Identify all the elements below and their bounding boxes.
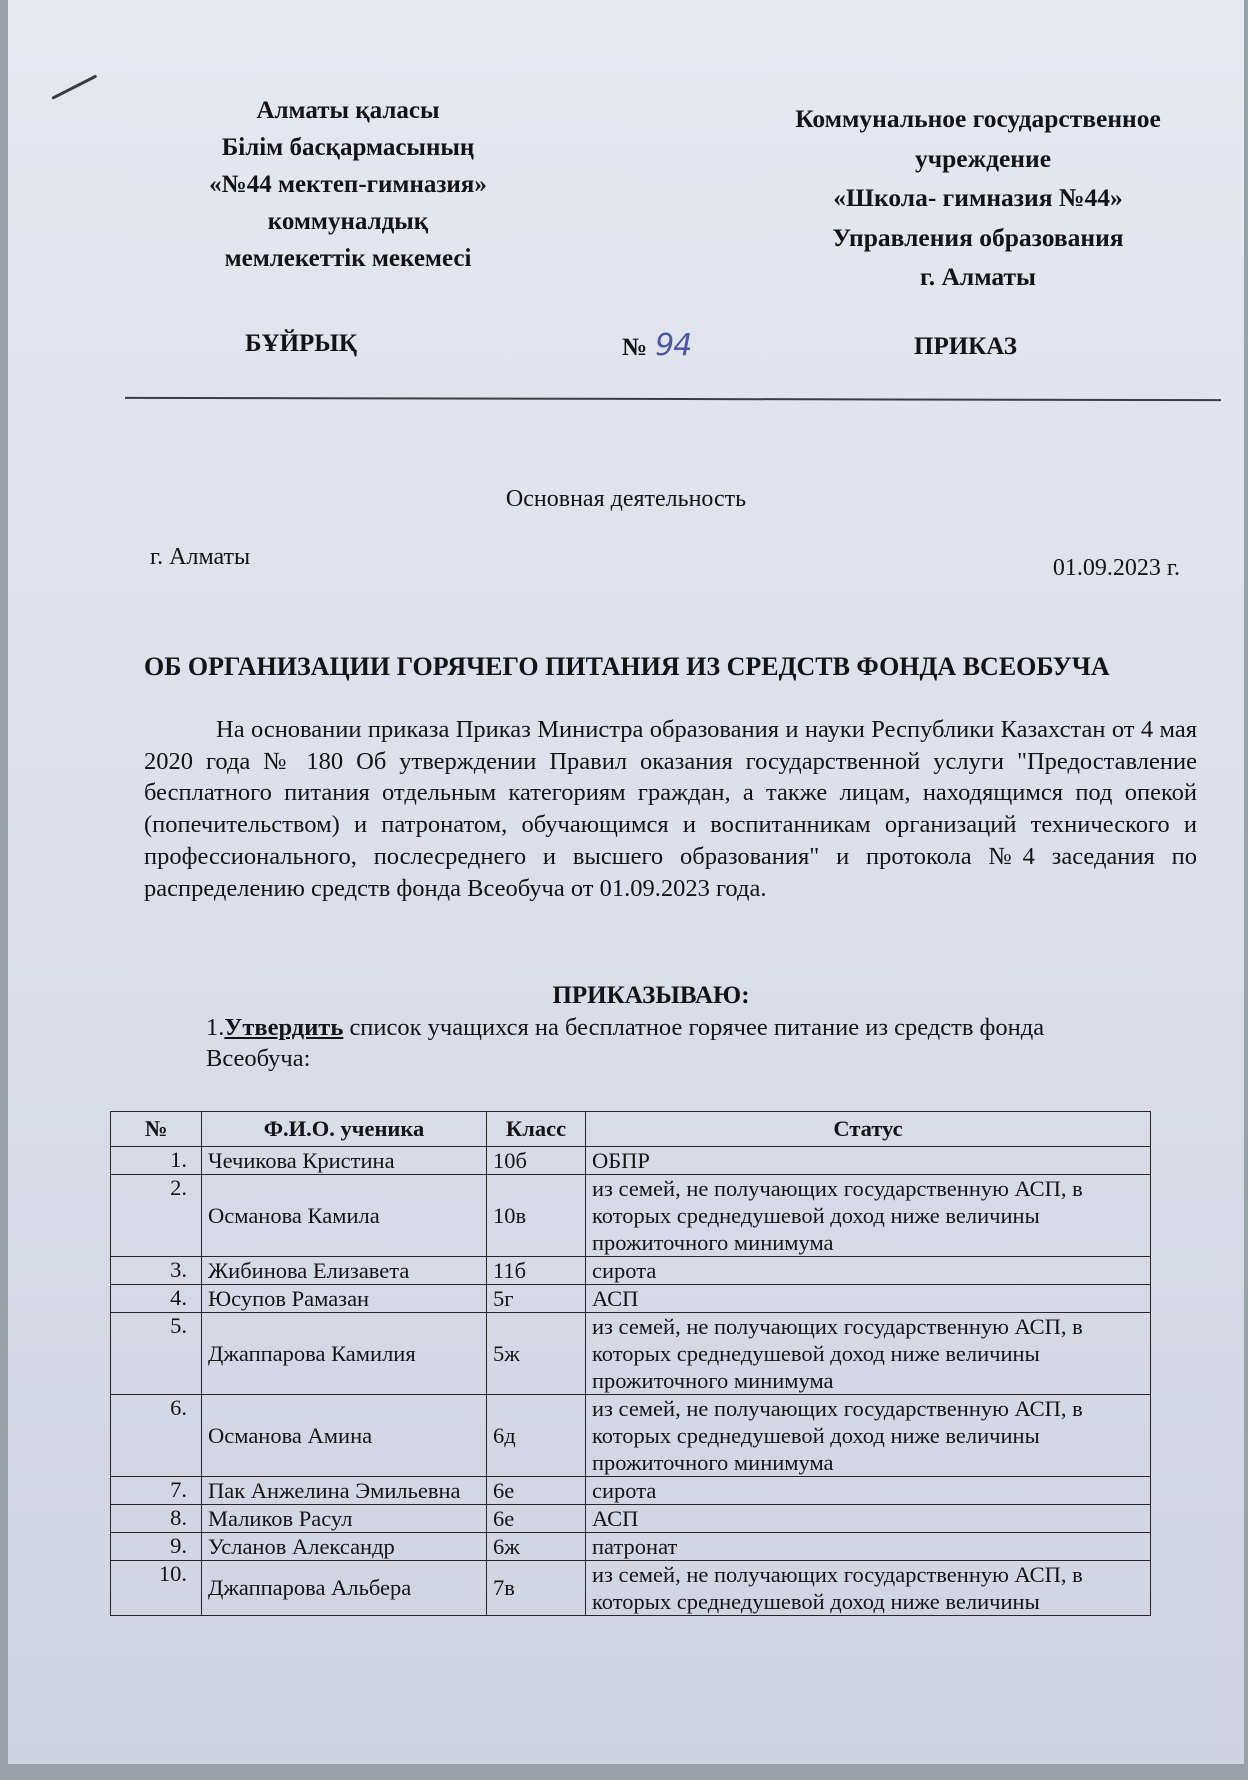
student-name: Усланов Александр [202,1533,487,1561]
student-status: АСП [586,1285,1151,1313]
item-text: список учащихся на бесплатное горячее питание из средств фонда Всеобуча: [206,1014,1045,1072]
header-line: «№44 мектеп-гимназия» [209,171,487,198]
student-class: 7в [487,1561,586,1616]
header-line: Коммунальное государственное [795,104,1161,133]
row-number: 4. [111,1285,202,1313]
row-number: 8. [111,1505,202,1533]
item-number: 1. [206,1014,225,1041]
student-class: 5г [487,1285,586,1313]
table-row [111,1175,1151,1257]
header-line: Управления образования [832,222,1124,252]
student-name: Джаппарова Альбера [202,1561,487,1616]
student-class: 6ж [487,1533,586,1561]
row-number: 1. [111,1147,202,1175]
student-status: сирота [586,1477,1151,1505]
table-row [111,1147,1151,1175]
student-class: 10б [487,1147,586,1175]
pen-mark [51,74,97,99]
header-line: учреждение [914,143,1052,173]
row-number: 9. [111,1533,202,1561]
student-status: из семей, не получающих государственную АСП, в которых среднедушевой доход ниже величины прожиточного минимума [586,1313,1151,1395]
student-status: сирота [586,1257,1151,1285]
header-line: коммуналдық [267,208,429,235]
header-line: мемлекеттік мекемесі [224,245,472,272]
student-status: АСП [586,1505,1151,1533]
table-row [111,1561,1151,1616]
table-row [111,1313,1151,1395]
table-header-row [111,1112,1151,1147]
student-name: Пак Анжелина Эмильевна [202,1477,487,1505]
header-line: Алматы қаласы [256,97,440,124]
handwritten-number: 94 [655,328,692,363]
row-number: 7. [111,1477,202,1505]
activity-type: Основная деятельность [505,486,747,512]
student-name: Османова Амина [202,1395,487,1477]
header-russian [753,99,1203,297]
col-header-status: Статус [586,1112,1151,1147]
student-name: Жибинова Елизавета [202,1257,487,1285]
header-kazakh [158,92,538,277]
order-date: 01.09.2023 г. [1052,555,1180,581]
row-number: 3. [111,1257,202,1285]
col-header-name: Ф.И.О. ученика [202,1112,487,1147]
student-name: Джаппарова Камилия [202,1313,487,1395]
document-page [8,0,1244,1764]
body-paragraph: На основании приказа Приказ Министра образования и науки Республики Казахстан от 4 мая 2020 года № 180 Об утверждении Правил оказания государственной услуги "Предоставление бесплатного питания отдельным категориям граждан, а также лицам, находящимся под опекой (попечительством) и патронатом, обучающимся и воспитанникам организаций технического и профессионального, послесреднего и высшего образования" и протокола №4 заседания по распределению средств фонда Всеобуча от 01.09.2023 года. [144,716,1197,902]
order-heading: ПРИКАЗЫВАЮ: [552,982,750,1009]
students-table [110,1111,1151,1616]
student-name: Маликов Расул [202,1505,487,1533]
table-row [111,1477,1151,1505]
row-number: 6. [111,1395,202,1477]
document-title: ОБ ОРГАНИЗАЦИИ ГОРЯЧЕГО ПИТАНИЯ ИЗ СРЕДСТВ ФОНДА ВСЕОБУЧА [144,652,1110,681]
student-status: патронат [586,1533,1151,1561]
order-title-ru: ПРИКАЗ [914,333,1017,360]
header-line: Білім басқармасының [221,134,475,161]
number-label: № [622,334,648,361]
header-divider [125,397,1221,401]
col-header-number: № [111,1112,202,1147]
student-class: 6д [487,1395,586,1477]
table-row [111,1285,1151,1313]
order-title-kz: БҰЙРЫҚ [245,330,357,357]
row-number: 5. [111,1313,202,1395]
student-class: 10в [487,1175,586,1257]
student-status: из семей, не получающих государственную АСП, в которых среднедушевой доход ниже величины прожиточного минимума [586,1395,1151,1477]
header-line: г. Алматы [920,262,1036,291]
order-number [622,328,691,363]
student-class: 6е [487,1505,586,1533]
student-class: 11б [487,1257,586,1285]
student-class: 5ж [487,1313,586,1395]
student-status: из семей, не получающих государственную АСП, в которых среднедушевой доход ниже величины [586,1561,1151,1616]
row-number: 2. [111,1175,202,1257]
table-row [111,1395,1151,1477]
row-number: 10. [111,1561,202,1616]
order-item-1 [206,1012,1136,1074]
student-name: Османова Камила [202,1175,487,1257]
student-name: Юсупов Рамазан [202,1285,487,1313]
student-status: из семей, не получающих государственную АСП, в которых среднедушевой доход ниже величины прожиточного минимума [586,1175,1151,1257]
table-row [111,1505,1151,1533]
table-row [111,1257,1151,1285]
student-name: Чечикова Кристина [202,1147,487,1175]
table-row [111,1533,1151,1561]
col-header-class: Класс [487,1112,586,1147]
item-keyword: Утвердить [224,1014,344,1041]
student-class: 6е [487,1477,586,1505]
student-status: ОБПР [586,1147,1151,1175]
header-line: «Школа- гимназия №44» [833,183,1123,212]
city: г. Алматы [150,544,251,570]
